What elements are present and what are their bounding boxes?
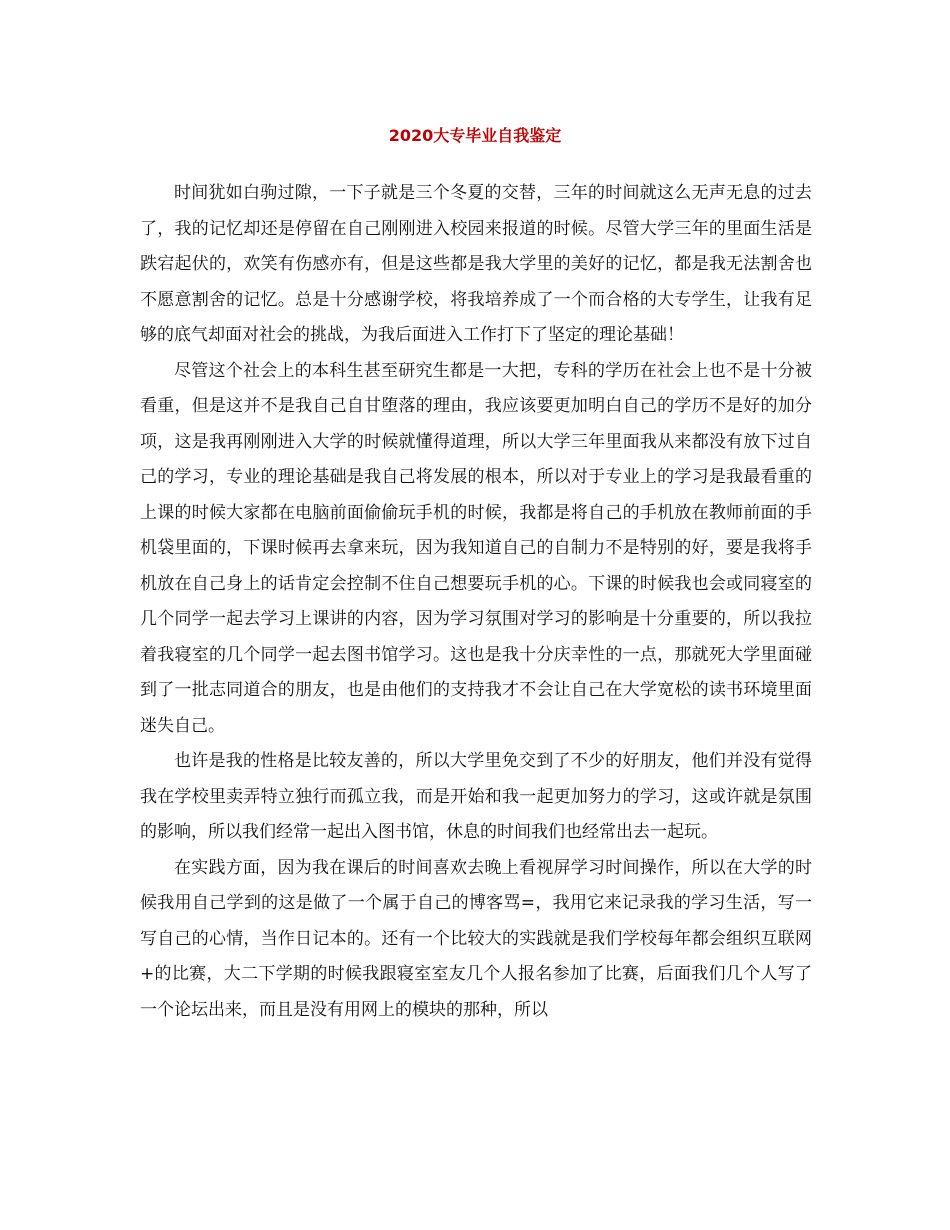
paragraph-3: 也许是我的性格是比较友善的，所以大学里免交到了不少的好朋友，他们并没有觉得我在学校里卖弄特立独行而孤立我，而是开始和我一起更加努力的学习，这或许就是氛围的影响，所以我们经常一起出入图书馆，休息的时间我们也经常出去一起玩。 (140, 751, 812, 842)
paragraph-2: 尽管这个社会上的本科生甚至研究生都是一大把，专科的学历在社会上也不是十分被看重，但是这并不是我自己自甘堕落的理由，我应该要更加明白自己的学历不是好的加分项，这是我再刚刚进入大学的时候就懂得道理，所以大学三年里面我从来都没有放下过自己的学习，专业的理论基础是我自己将发展的根本，所以对于专业上的学习是我最看重的上课的时候大家都在电脑前面偷偷玩手机的时候，我都是将自己的手机放在教师前面的手机袋里面的，下课时候再去拿来玩，因为我知道自己的自制力不是特别的好，要是我将手机放在自己身上的话肯定会控制不住自己想要玩手机的心。下课的时候我也会或同寝室的几个同学一起去学习上课讲的内容，因为学习氛围对学习的影响是十分重要的，所以我拉着我寝室的几个同学一起去图书馆学习。这也是我十分庆幸性的一点，那就死大学里面碰到了一批志同道合的朋友，也是由他们的支持我才不会让自己在大学宽松的读书环境里面迷失自己。 (140, 360, 812, 736)
document-title: 2020大专毕业自我鉴定 (388, 126, 562, 145)
paragraph-4: 在实践方面，因为我在课后的时间喜欢去晚上看视屏学习时间操作，所以在大学的时候我用自己学到的这是做了一个属于自己的博客骂=，我用它来记录我的学习生活，写一写自己的心情，当作日记本的。还有一个比较大的实践就是我们学校每年都会组织互联网+的比赛，大二下学期的时候我跟寝室室友几个人报名参加了比赛，后面我们几个人写了一个论坛出来，而且是没有用网上的模块的那种，所以 (140, 857, 812, 1020)
document-body (140, 176, 812, 1028)
paragraph-1: 时间犹如白驹过隙，一下子就是三个冬夏的交替，三年的时间就这么无声无息的过去了，我的记忆却还是停留在自己刚刚进入校园来报道的时候。尽管大学三年的里面生活是跌宕起伏的，欢笑有伤感亦有，但是这些都是我大学里的美好的记忆，都是我无法割舍也不愿意割舍的记忆。总是十分感谢学校，将我培养成了一个而合格的大专学生，让我有足够的底气却面对社会的挑战，为我后面进入工作打下了坚定的理论基础！ (140, 183, 812, 345)
